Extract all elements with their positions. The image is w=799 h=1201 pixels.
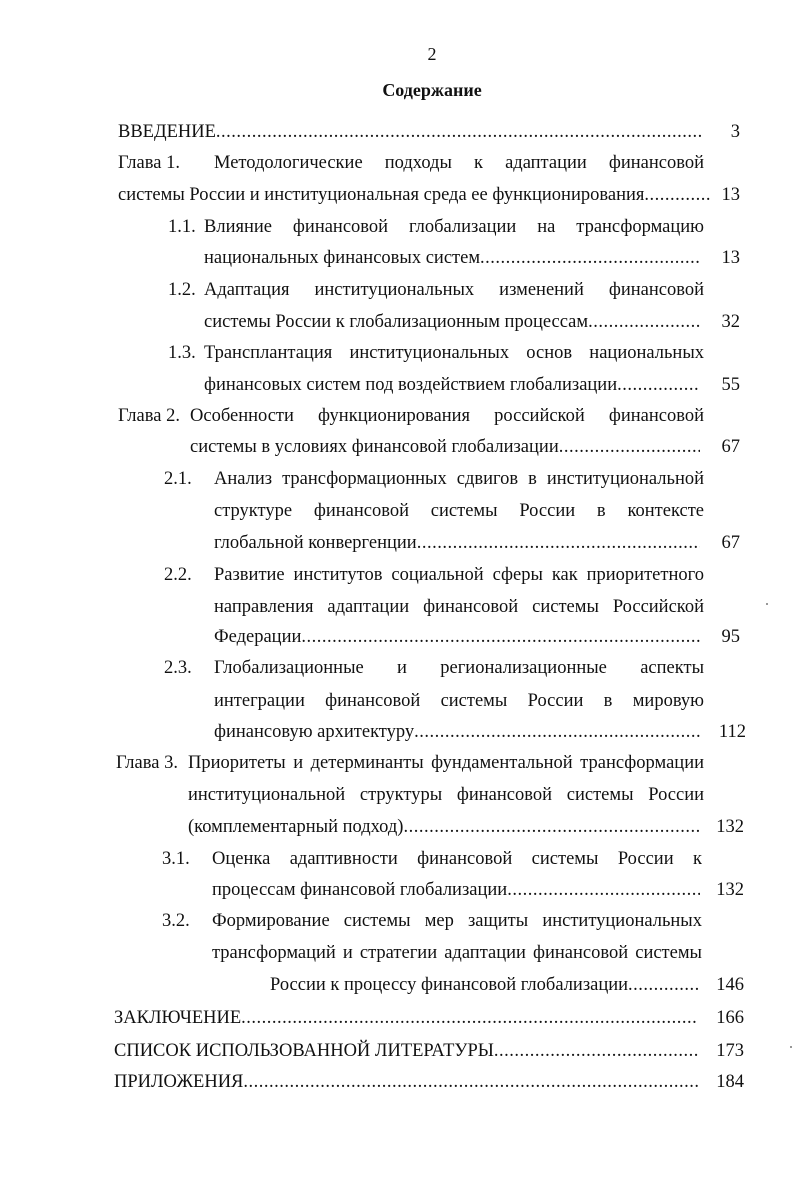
leader-dots — [417, 528, 700, 558]
toc-page: 132 — [716, 817, 744, 837]
section-number: 2.1. — [164, 469, 192, 489]
leader-dots — [216, 117, 702, 147]
section-number: 3.2. — [162, 911, 190, 931]
chapter-number: Глава 3. — [116, 753, 178, 773]
toc-page: 132 — [716, 880, 744, 900]
scan-speck — [790, 1046, 792, 1048]
toc-text-line: Приоритеты и детерминанты фундаментальной трансформации — [188, 753, 704, 773]
section-number: 1.1. — [168, 217, 196, 237]
toc-text-line: финансовую архитектуру — [214, 722, 415, 742]
toc-text-line: Особенности функционирования российской финансовой — [190, 406, 704, 426]
chapter-number: Глава 2. — [118, 406, 180, 426]
toc-page: 32 — [721, 312, 740, 332]
toc-text-line: структуре финансовой системы России в контексте — [214, 501, 704, 521]
toc-text-line: финансовых систем под воздействием глобализации — [204, 375, 618, 395]
toc-text-line: трансформаций и стратегии адаптации финансовой системы — [212, 943, 702, 963]
leader-dots — [559, 432, 700, 462]
leader-dots — [301, 622, 700, 652]
toc-text-line: Развитие институтов социальной сферы как приоритетного — [214, 565, 704, 585]
leader-dots — [414, 717, 700, 747]
toc-label: ПРИЛОЖЕНИЯ — [114, 1072, 244, 1092]
toc-text-line: системы России и институциональная среда ее функционирования — [118, 185, 645, 205]
toc-text-line: Анализ трансформационных сдвигов в институциональной — [214, 469, 704, 489]
section-number: 3.1. — [162, 849, 190, 869]
leader-dots — [588, 307, 700, 337]
leader-dots — [617, 370, 700, 400]
toc-text-line: Трансплантация институциональных основ национальных — [204, 343, 704, 363]
toc-text-line: направления адаптации финансовой системы Российской — [214, 597, 704, 617]
toc-text-line: Формирование системы мер защиты институциональных — [212, 911, 702, 931]
toc-text-line: глобальной конвергенции — [214, 533, 417, 553]
toc-page: 112 — [718, 722, 746, 742]
toc-page: 3 — [730, 122, 740, 142]
toc-text-line: системы в условиях финансовой глобализации — [190, 437, 559, 457]
chapter-number: Глава 1. — [118, 153, 180, 173]
toc-label: ВВЕДЕНИЕ — [118, 122, 216, 142]
toc-page: 95 — [721, 627, 740, 647]
leader-dots — [480, 243, 700, 273]
toc-text-line: Оценка адаптивности финансовой системы России к — [212, 849, 702, 869]
toc-text-line: Адаптация институциональных изменений финансовой — [204, 280, 704, 300]
toc-label: ЗАКЛЮЧЕНИЕ — [114, 1008, 242, 1028]
toc-page: 67 — [721, 533, 740, 553]
leader-dots — [628, 970, 700, 1000]
toc-page: 184 — [716, 1072, 744, 1092]
toc-page: 67 — [721, 437, 740, 457]
section-number: 1.2. — [168, 280, 196, 300]
toc-text-line: Глобализационные и регионализационные аспекты — [214, 658, 704, 678]
page-number: 2 — [427, 44, 437, 64]
toc-text-line: системы России к глобализационным процессам — [204, 312, 589, 332]
leader-dots — [243, 1067, 698, 1097]
toc-text-line: Методологические подходы к адаптации финансовой — [214, 153, 704, 173]
section-number: 1.3. — [168, 343, 196, 363]
toc-text-line: национальных финансовых систем — [204, 248, 481, 268]
toc-text-line: процессам финансовой глобализации — [212, 880, 508, 900]
toc-text-line: (комплементарный подход) — [188, 817, 404, 837]
toc-page: 173 — [716, 1041, 744, 1061]
toc-page: 13 — [721, 185, 740, 205]
leader-dots — [507, 875, 700, 905]
section-number: 2.3. — [164, 658, 192, 678]
leader-dots — [403, 812, 700, 842]
toc-page: 55 — [721, 375, 740, 395]
toc-page: 13 — [721, 248, 740, 268]
toc-label: СПИСОК ИСПОЛЬЗОВАННОЙ ЛИТЕРАТУРЫ — [114, 1041, 494, 1061]
leader-dots — [494, 1036, 698, 1066]
toc-text-line: России к процессу финансовой глобализации — [270, 975, 629, 995]
toc-page: 166 — [716, 1008, 744, 1028]
toc-text-line: Федерации — [214, 627, 302, 647]
section-number: 2.2. — [164, 565, 192, 585]
toc-text-line: Влияние финансовой глобализации на трансформацию — [204, 217, 704, 237]
toc-text-line: интеграции финансовой системы России в мировую — [214, 691, 704, 711]
page-title: Содержание — [382, 80, 482, 100]
leader-dots — [241, 1003, 698, 1033]
toc-text-line: институциональной структуры финансовой системы России — [188, 785, 704, 805]
scan-speck — [766, 603, 768, 605]
toc-page: 146 — [716, 975, 744, 995]
